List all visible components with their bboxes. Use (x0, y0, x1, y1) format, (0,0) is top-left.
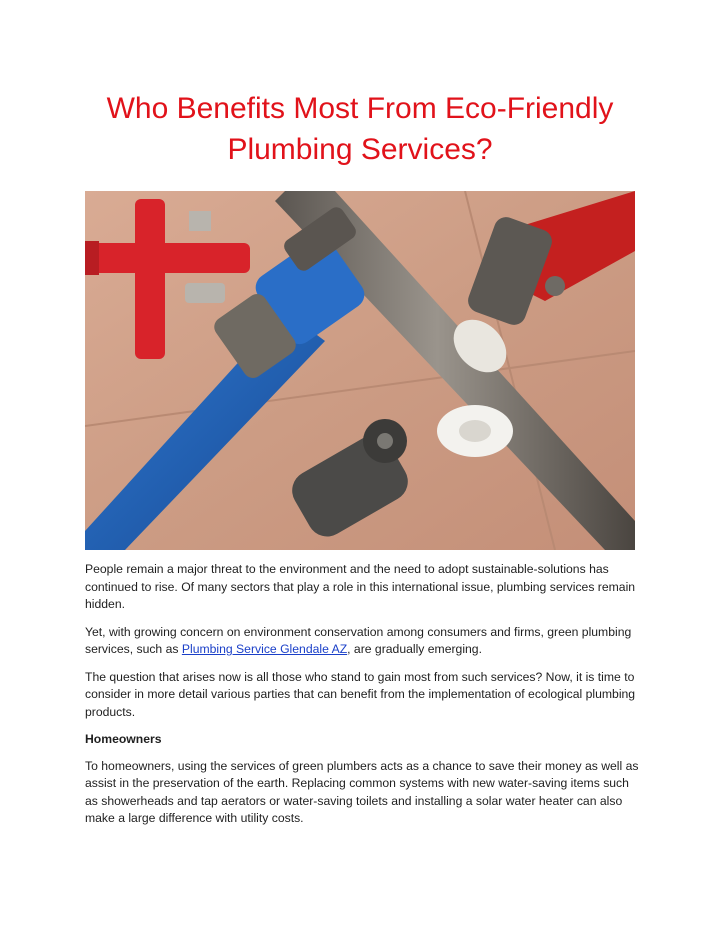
ptfe-tape-roll (437, 405, 513, 457)
paragraph-green-plumbing (85, 624, 641, 659)
page-title (60, 88, 660, 170)
paragraph-intro: People remain a major threat to the environment and the need to adopt sustainable-solutions has continued to rise. Of many sectors that play a role in this international issue, plumbing services remain hidden. (85, 562, 636, 611)
section-heading-homeowners: Homeowners (85, 732, 162, 746)
article-body (85, 561, 641, 838)
plumbing-tools-photo (85, 191, 635, 550)
title-line-2: Plumbing Services? (227, 133, 493, 166)
paragraph-text: Yet, with growing concern on environment conservation among consumers and firms, green plumbing services, such as (85, 624, 632, 656)
title-line-1: Who Benefits Most From Eco-Friendly (106, 92, 614, 125)
paragraph-homeowners: To homeowners, using the services of green plumbers acts as a chance to save their money as well as assist in the preservation of the earth. Replacing common systems with new water-saving items such as showerheads and tap aerators or water-saving toilets and installing a solar water heater can also make a large difference with utility costs. (85, 758, 639, 825)
paragraph-text: , are gradually emerging. (347, 642, 482, 656)
photo-illustration (85, 191, 635, 550)
plumbing-service-link[interactable]: Plumbing Service Glendale AZ (181, 642, 348, 656)
paragraph-question: The question that arises now is all those who stand to gain most from such services? Now, it is time to consider in more detail various parties that can benefit from the implementation of ecological plumbing products. (85, 669, 636, 719)
